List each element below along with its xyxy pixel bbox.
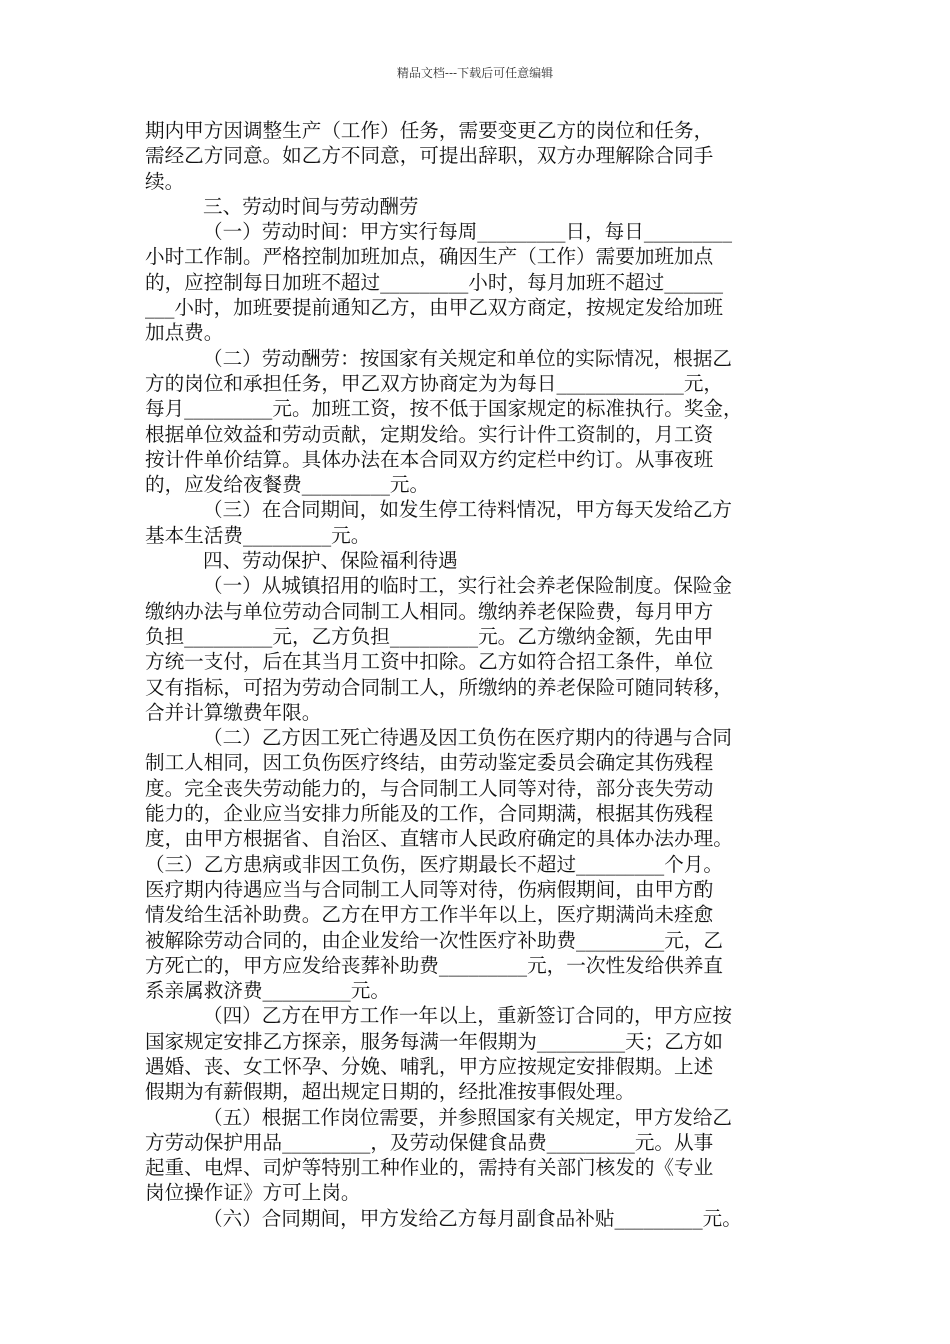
text-line: （五）根据工作岗位需要，并参照国家有关规定，甲方发给乙 xyxy=(203,1105,733,1129)
text-line: ___小时，加班要提前通知乙方，由甲乙双方商定，按规定发给加班 xyxy=(145,296,724,320)
text-line: 岗位操作证》方可上岗。 xyxy=(145,1181,361,1205)
text-line: 的，应控制每日加班不超过_________小时，每月加班不超过______ xyxy=(145,270,724,294)
text-line: （三）乙方患病或非因工负伤，医疗期最长不超过_________个月。 xyxy=(145,852,724,876)
text-line: 医疗期内待遇应当与合同制工人同等对待，伤病假期间，由甲方酌 xyxy=(145,877,714,901)
text-line: （一）劳动时间：甲方实行每周_________日，每日_________ xyxy=(203,220,733,244)
text-line: 又有指标，可招为劳动合同制工人，所缴纳的养老保险可随同转移， xyxy=(145,675,733,699)
text-line: 方劳动保护用品_________，及劳动保健食品费_________元。从事 xyxy=(145,1130,714,1154)
text-line: 续。 xyxy=(145,169,185,193)
text-line: 被解除劳动合同的，由企业发给一次性医疗补助费_________元，乙 xyxy=(145,928,724,952)
text-line: （六）合同期间，甲方发给乙方每月副食品补贴_________元。 xyxy=(203,1206,742,1230)
text-line: （一）从城镇招用的临时工，实行社会养老保险制度。保险金 xyxy=(203,574,733,598)
text-line: 情发给生活补助费。乙方在甲方工作半年以上，医疗期满尚未痊愈 xyxy=(145,903,714,927)
text-line: 合并计算缴费年限。 xyxy=(145,700,322,724)
text-line: 方统一支付，后在其当月工资中扣除。乙方如符合招工条件，单位 xyxy=(145,650,714,674)
text-line: （三）在合同期间，如发生停工待料情况，甲方每天发给乙方 xyxy=(203,498,733,522)
text-line: 系亲属救济费_________元。 xyxy=(145,979,390,1003)
text-line: 国家规定安排乙方探亲，服务每满一年假期为_________天；乙方如 xyxy=(145,1029,724,1053)
document-body xyxy=(145,118,815,1231)
text-line: 制工人相同，因工负伤医疗终结，由劳动鉴定委员会确定其伤残程 xyxy=(145,751,714,775)
text-line: 基本生活费_________元。 xyxy=(145,523,371,547)
text-line: 根据单位效益和劳动贡献，定期发给。实行计件工资制的，月工资 xyxy=(145,422,714,446)
text-line: 假期为有薪假期，超出规定日期的，经批准按事假处理。 xyxy=(145,1080,635,1104)
text-line: 度，由甲方根据省、自治区、直辖市人民政府确定的具体办法办理。 xyxy=(145,827,733,851)
text-line: （二）劳动酬劳：按国家有关规定和单位的实际情况，根据乙 xyxy=(203,346,733,370)
text-line: 方的岗位和承担任务，甲乙双方协商定为为每日_____________元， xyxy=(145,371,724,395)
text-line: （四）乙方在甲方工作一年以上，重新签订合同的，甲方应按 xyxy=(203,1004,733,1028)
section-heading: 三、劳动时间与劳动酬劳 xyxy=(203,194,419,218)
text-line: 负担_________元，乙方负担_________元。乙方缴纳金额，先由甲 xyxy=(145,624,714,648)
page-header: 精品文档---下载后可任意编辑 xyxy=(396,66,554,80)
text-line: 度。完全丧失劳动能力的，与合同制工人同等对待，部分丧失劳动 xyxy=(145,776,714,800)
text-line: 的，应发给夜餐费_________元。 xyxy=(145,473,430,497)
text-line: 小时工作制。严格控制加班加点，确因生产（工作）需要加班加点 xyxy=(145,245,714,269)
text-line: 加点费。 xyxy=(145,321,224,345)
text-line: （二）乙方因工死亡待遇及因工负伤在医疗期内的待遇与合同 xyxy=(203,726,733,750)
text-line: 遇婚、丧、女工怀孕、分娩、哺乳，甲方应按规定安排假期。上述 xyxy=(145,1054,714,1078)
text-line: 能力的，企业应当安排力所能及的工作，合同期满，根据其伤残程 xyxy=(145,802,714,826)
text-line: 按计件单价结算。具体办法在本合同双方约定栏中约订。从事夜班 xyxy=(145,447,714,471)
text-line: 缴纳办法与单位劳动合同制工人相同。缴纳养老保险费，每月甲方 xyxy=(145,599,714,623)
text-line: 每月_________元。加班工资，按不低于国家规定的标准执行。奖金， xyxy=(145,397,743,421)
text-line: 需经乙方同意。如乙方不同意，可提出辞职，双方办理解除合同手 xyxy=(145,144,714,168)
text-line: 起重、电焊、司炉等特别工种作业的，需持有关部门核发的《专业 xyxy=(145,1156,714,1180)
text-line: 期内甲方因调整生产（工作）任务，需要变更乙方的岗位和任务， xyxy=(145,119,714,142)
section-heading: 四、劳动保护、保险福利待遇 xyxy=(203,549,458,573)
text-line: 方死亡的，甲方应发给丧葬补助费_________元，一次性发给供养直 xyxy=(145,953,724,977)
